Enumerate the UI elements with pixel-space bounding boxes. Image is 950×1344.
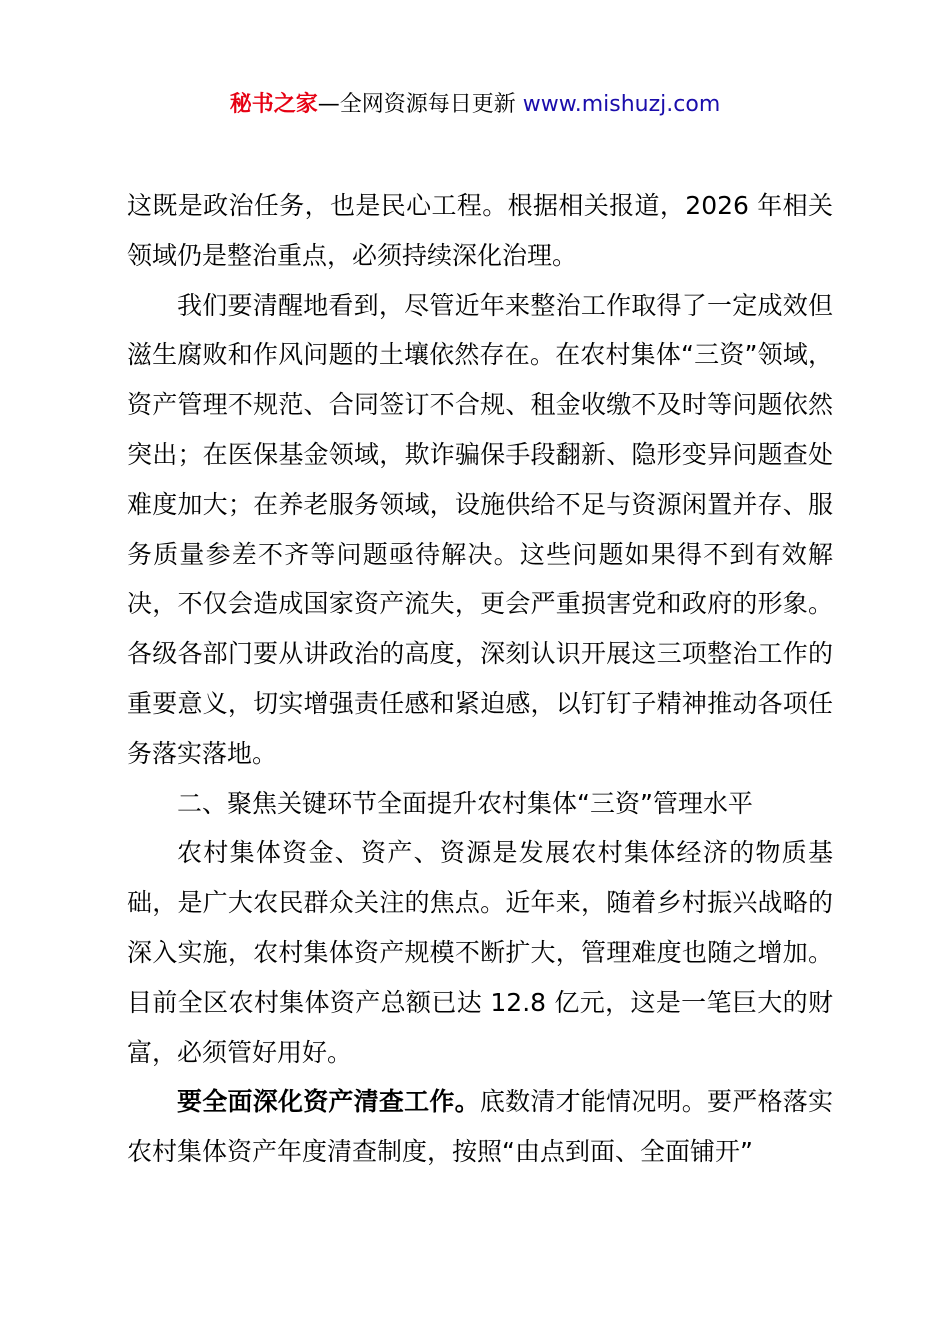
paragraph: 农村集体资金、资产、资源是发展农村集体经济的物质基础，是广大农民群众关注的焦点。近年来，随着乡村振兴战略的深入实施，农村集体资产规模不断扩大，管理难度也随之增加。目前全区农村集体资产总额已达 12.8 亿元，这是一笔巨大的财富，必须管好用好。 [127, 838, 833, 1067]
paragraph-continuation: 这既是政治任务，也是民心工程。根据相关报道，2026 年相关领域仍是整治重点，必须持续深化治理。 [127, 191, 833, 270]
section-heading: 二、聚焦关键环节全面提升农村集体“三资”管理水平 [177, 788, 753, 818]
paragraph: 我们要清醒地看到，尽管近年来整治工作取得了一定成效但滋生腐败和作风问题的土壤依然存在。在农村集体“三资”领域，资产管理不规范、合同签订不合规、租金收缴不及时等问题依然突出；在医保基金领域，欺诈骗保手段翻新、隐形变异问题查处难度加大；在养老服务领域，设施供给不足与资源闲置并存、服务质量参差不齐等问题亟待解决。这些问题如果得不到有效解决，不仅会造成国家资产流失，更会严重损害党和政府的形象。各级各部门要从讲政治的高度，深刻认识开展这三项整治工作的重要意义，切实增强责任感和紧迫感，以钉钉子精神推动各项任务落实落地。 [127, 290, 833, 768]
paragraph [127, 1077, 833, 1177]
site-url-link[interactable]: www.mishuzj.com [522, 92, 721, 117]
site-header [0, 88, 950, 122]
site-tagline: —全网资源每日更新 [317, 92, 523, 117]
paragraph-text: 底数清才能情况明。要严格落实农村集体资产年度清查制度，按照“由点到面、全面铺开” [127, 1087, 833, 1167]
document-body [127, 181, 833, 1177]
site-brand: 秘书之家 [229, 92, 318, 117]
paragraph-lead-sentence: 要全面深化资产清查工作。 [177, 1087, 480, 1117]
